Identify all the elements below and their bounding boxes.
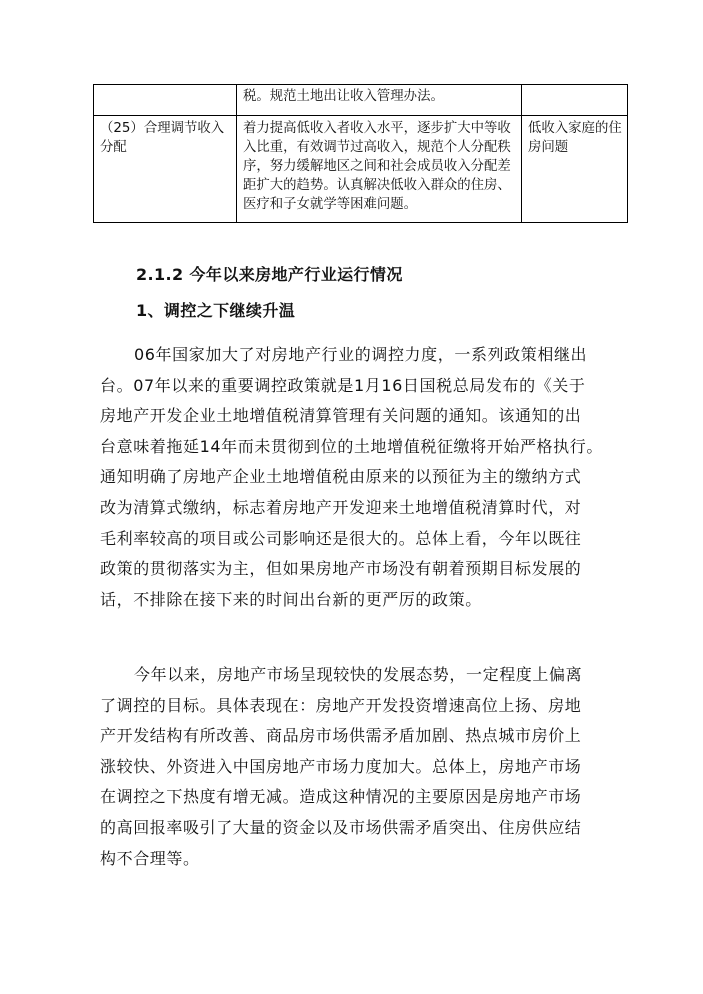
section-subtitle: 1、调控之下继续升温: [136, 301, 296, 320]
table-row: [94, 116, 628, 223]
paragraph-line: 了调控的目标。具体表现在：房地产开发投资增速高位上扬、房地: [100, 695, 582, 715]
paragraph-line: 改为清算式缴纳，标志着房地产开发迎来土地增值税清算时代，对: [100, 497, 582, 517]
paragraph-line: 政策的贯彻落实为主，但如果房地产市场没有朝着预期目标发展的: [100, 559, 582, 579]
paragraph-line: 在调控之下热度有增无减。造成这种情况的主要原因是房地产市场: [100, 787, 582, 807]
paragraph-line: 话，不排除在接下来的时间出台新的更严厉的政策。: [100, 589, 482, 609]
table-cell-measure: 着力提高低收入者收入水平，逐步扩大中等收入比重，有效调节过高收入，规范个人分配秩序，努力缓解地区之间和社会成员收入分配差距扩大的趋势。认真解决低收入群众的住房、医疗和子女就学等困难问题。: [237, 116, 522, 223]
paragraph-line: 构不合理等。: [100, 848, 200, 868]
section-title: 2.1.2 今年以来房地产行业运行情况: [136, 265, 403, 284]
paragraph-line: 台意味着拖延14年而未贯彻到位的土地增值税征缴将开始严格执行。: [100, 436, 603, 456]
paragraph-line: 房地产开发企业土地增值税清算管理有关问题的通知。该通知的出: [100, 406, 582, 426]
table-cell-item: （25）合理调节收入分配: [94, 116, 237, 223]
paragraph: [100, 340, 620, 615]
paragraph-line: 产开发结构有所改善、商品房市场供需矛盾加剧、热点城市房价上: [100, 726, 582, 746]
paragraph-line: 涨较快、外资进入中国房地产市场力度加大。总体上，房地产市场: [100, 756, 582, 776]
paragraph-line: 通知明确了房地产企业土地增值税由原来的以预征为主的缴纳方式: [100, 467, 582, 487]
paragraph-line: 台。07年以来的重要调控政策就是1月16日国税总局发布的《关于: [100, 375, 586, 395]
paragraph-line: 的高回报率吸引了大量的资金以及市场供需矛盾突出、住房供应结: [100, 817, 582, 837]
policy-table: [93, 84, 628, 223]
paragraph-line: 今年以来，房地产市场呈现较快的发展态势，一定程度上偏离: [134, 665, 583, 684]
table-cell-issue: [522, 85, 628, 116]
paragraph-line: 06年国家加大了对房地产行业的调控力度，一系列政策相继出: [134, 345, 588, 364]
table-row: [94, 85, 628, 116]
paragraph-line: 毛利率较高的项目或公司影响还是很大的。总体上看，今年以既往: [100, 528, 582, 548]
paragraph: [100, 660, 620, 874]
table-cell-item: [94, 85, 237, 116]
table-cell-issue: 低收入家庭的住房问题: [522, 116, 628, 223]
table-cell-measure: 税。规范土地出让收入管理办法。: [237, 85, 522, 116]
